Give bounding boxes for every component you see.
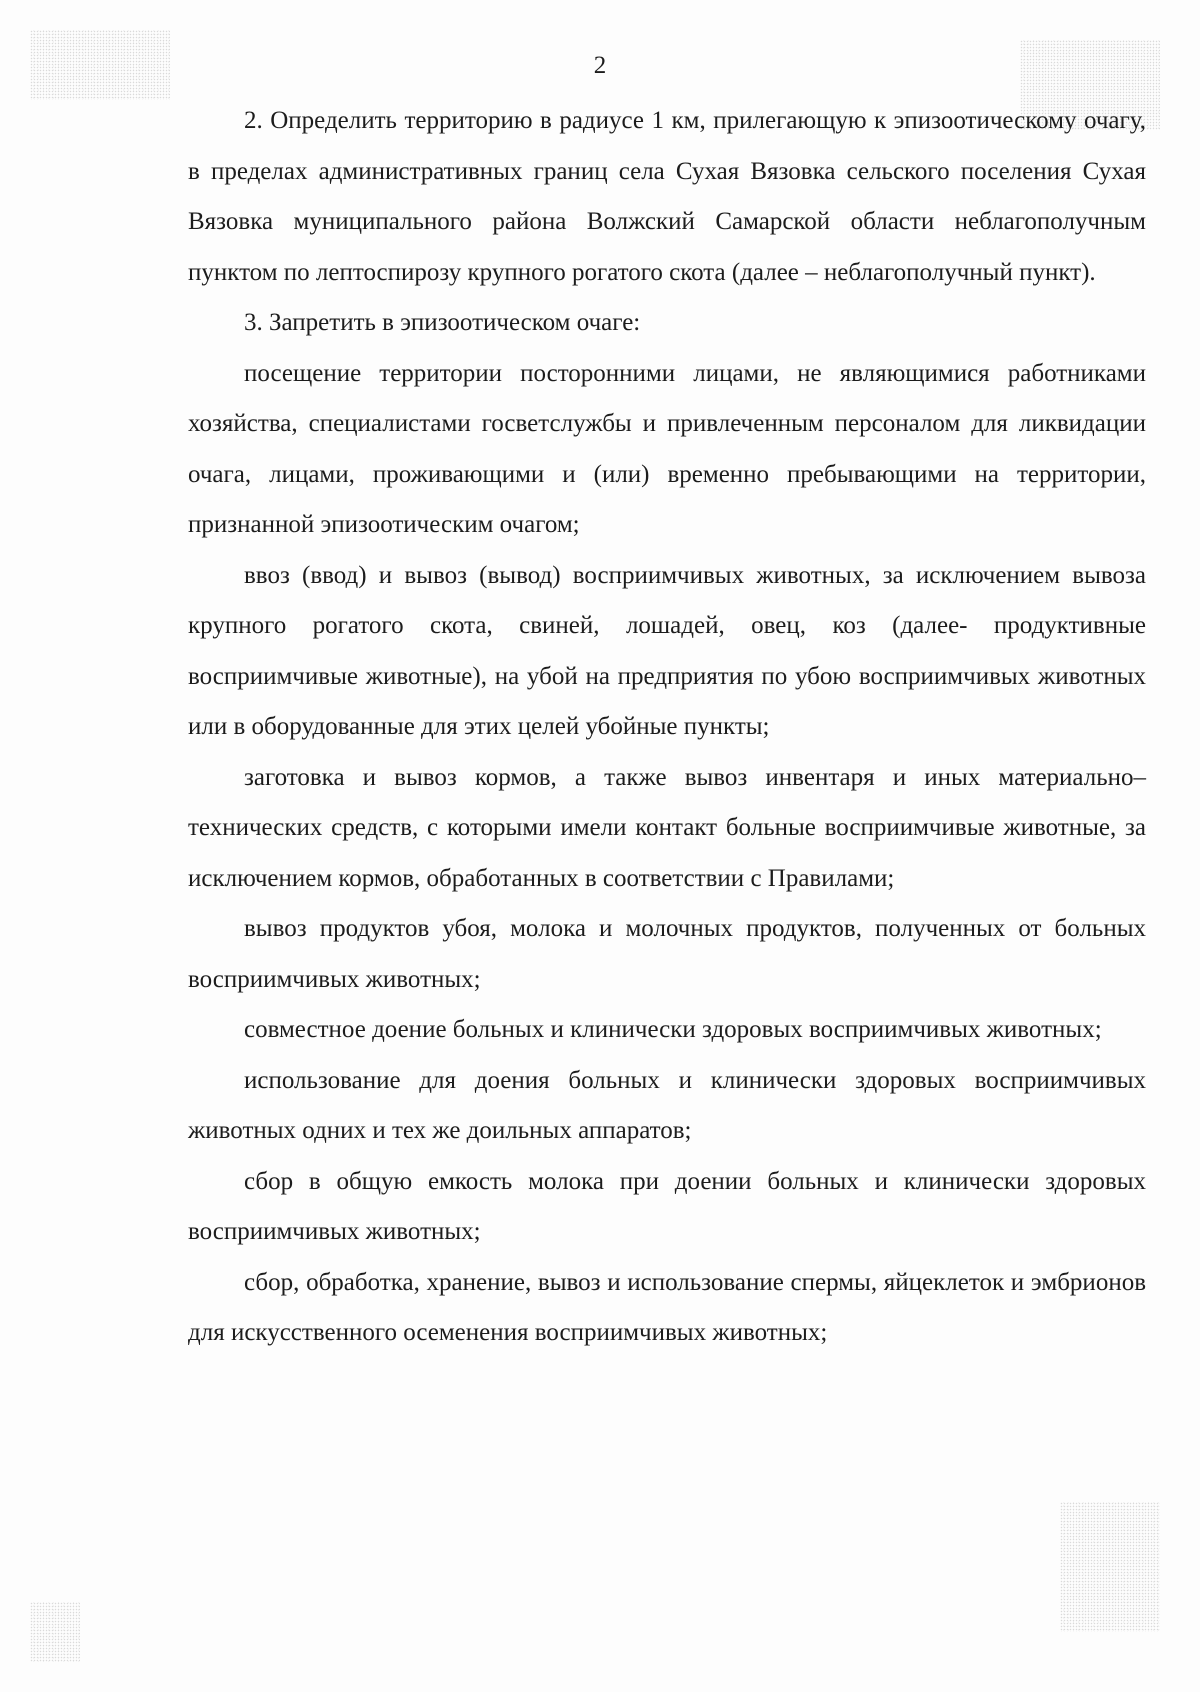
page-number: 2: [593, 52, 607, 79]
document-body: [188, 96, 1146, 1359]
paragraph-define-territory: 2. Определить территорию в радиусе 1 км, прилегающую к эпизоотическому очагу, в пределах административных границ села Сухая Вязовка сельского поселения Сухая Вязовка муниципального района Волжский Самарской области неблагополучным пунктом по лептоспирозу крупного рогатого скота (далее – неблагополучный пункт).: [188, 107, 1146, 286]
scan-noise: [30, 1602, 80, 1662]
paragraph-products-removal: вывоз продуктов убоя, молока и молочных продуктов, полученных от больных восприимчивых животных;: [188, 915, 1146, 993]
paragraph-feed-removal: заготовка и вывоз кормов, а также вывоз инвентаря и иных материально–технических средств, с которыми имели контакт больные восприимчивые животные, за исключением кормов, обработанных в соответствии с Правилами;: [188, 763, 1146, 892]
paragraph-milking-machines: использование для доения больных и клинически здоровых восприимчивых животных одних и тех же доильных аппаратов;: [188, 1066, 1146, 1144]
paragraph-joint-milking: совместное доение больных и клинически здоровых восприимчивых животных;: [244, 1016, 1102, 1043]
paragraph-prohibitions-heading: 3. Запретить в эпизоотическом очаге:: [244, 309, 641, 336]
paragraph-animal-transport: ввоз (ввод) и вывоз (вывод) восприимчивых животных, за исключением вывоза крупного рогатого скота, свиней, лошадей, овец, коз (далее- продуктивные восприимчивые животные), на убой на предприятия по убою восприимчивых животных или в оборудованные для этих целей убойные пункты;: [188, 561, 1146, 740]
paragraph-visit-prohibition: посещение территории посторонними лицами, не являющимися работниками хозяйства, специалистами госветслужбы и привлеченным персоналом для ликвидации очага, лицами, проживающими и (или) временно пребывающими на территории, признанной эпизоотическим очагом;: [188, 359, 1146, 538]
scan-noise: [1060, 1502, 1160, 1632]
paragraph-sperm-embryos: сбор, обработка, хранение, вывоз и использование спермы, яйцеклеток и эмбрионов для искусственного осеменения восприимчивых животных;: [188, 1268, 1146, 1346]
paragraph-milk-collection: сбор в общую емкость молока при доении больных и клинически здоровых восприимчивых животных;: [188, 1167, 1146, 1245]
